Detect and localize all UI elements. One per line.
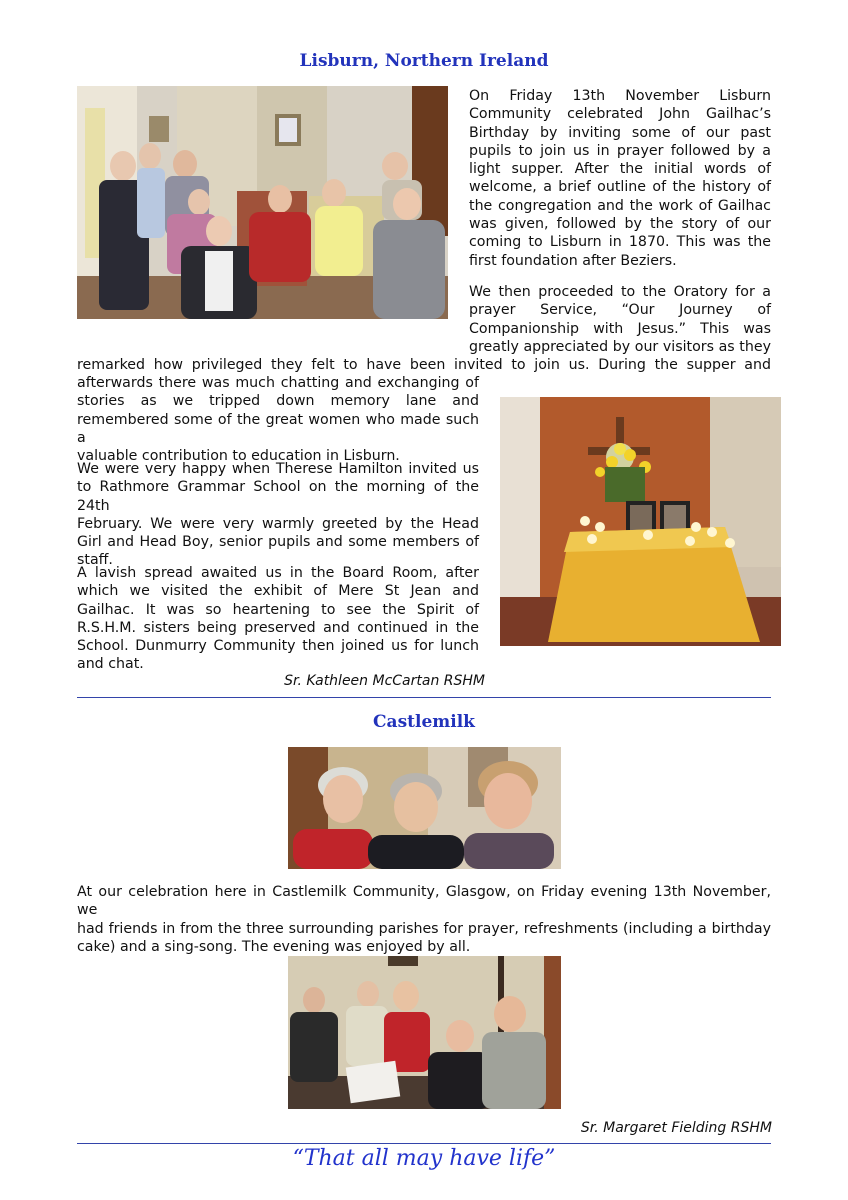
text-line: had friends in from the three surrounding parishes for prayer, refreshments (including a birthday	[77, 920, 771, 937]
text-line: A lavish spread awaited us in the Board Room, after	[77, 565, 479, 581]
text-line: stories as we tripped down memory lane and	[77, 393, 479, 410]
castlemilk-paragraph	[77, 883, 771, 956]
text-line: On Friday 13th November Lisburn	[469, 88, 771, 104]
text-line: first foundation after Beziers.	[469, 252, 677, 269]
text-line: pupils to join us in prayer followed by a	[469, 142, 771, 159]
lisburn-paragraph-2	[469, 283, 771, 356]
text-line: remembered some of the great women who made such a	[77, 411, 479, 446]
text-line: Companionship with Jesus.” This was	[469, 320, 771, 337]
photo-oratory-altar	[500, 397, 781, 646]
lisburn-paragraph-4	[77, 564, 479, 674]
text-line: At our celebration here in Castlemilk Community, Glasgow, on Friday evening 13th November, we	[77, 884, 771, 919]
footer-motto: “That all may have life”	[292, 1146, 556, 1171]
lisburn-paragraph-3	[77, 460, 479, 570]
text-line: valuable contribution to education in Lisburn.	[77, 448, 400, 465]
text-line: prayer Service, “Our Journey of	[469, 302, 771, 319]
text-line: greatly appreciated by our visitors as they	[469, 338, 771, 355]
text-line: R.S.H.M. sisters being preserved and continued in the	[77, 619, 479, 636]
text-line: We were very happy when Therese Hamilton invited us	[77, 461, 479, 477]
text-line: and chat.	[77, 656, 144, 673]
section-title-lisburn: Lisburn, Northern Ireland	[299, 51, 549, 71]
text-line: coming to Lisburn in 1870. This was the	[469, 234, 771, 251]
text-line: light supper. After the initial words of	[469, 161, 771, 178]
text-line: Community celebrated John Gailhac’s	[469, 106, 771, 123]
text-line: cake) and a sing-song. The evening was enjoyed by all.	[77, 938, 471, 955]
section-divider	[77, 697, 771, 698]
text-line: We then proceeded to the Oratory for a	[469, 284, 771, 300]
text-line: February. We were very warmly greeted by the Head	[77, 515, 479, 532]
text-line: staff.	[77, 552, 113, 569]
photo-lisburn-group	[77, 86, 448, 319]
photo-castlemilk-three-women	[288, 747, 561, 869]
text-line: to Rathmore Grammar School on the morning of the 24th	[77, 479, 479, 514]
text-line: Girl and Head Boy, senior pupils and some members of	[77, 534, 479, 551]
lisburn-paragraph-1	[469, 87, 771, 270]
lisburn-paragraph-2-continued	[77, 374, 479, 465]
footer-divider	[77, 1143, 771, 1144]
signature-kathleen-mccartan: Sr. Kathleen McCartan RSHM	[284, 673, 485, 689]
text-line: School. Dunmurry Community then joined us for lunch	[77, 638, 479, 655]
photo-castlemilk-sing-song	[288, 956, 561, 1109]
text-line: welcome, a brief outline of the history of	[469, 179, 771, 196]
text-line: Birthday by inviting some of our past	[469, 124, 771, 141]
text-line: which we visited the exhibit of Mere St Jean and	[77, 583, 479, 600]
text-line: Gailhac. It was so heartening to see the Spirit of	[77, 601, 479, 618]
text-line: was given, followed by the story of our	[469, 216, 771, 233]
section-title-castlemilk: Castlemilk	[373, 712, 475, 732]
text-line: the congregation and the work of Gailhac	[469, 197, 771, 214]
signature-margaret-fielding: Sr. Margaret Fielding RSHM	[580, 1120, 772, 1136]
text-line: afterwards there was much chatting and exchanging of	[77, 375, 479, 391]
lisburn-paragraph-2-full-line: remarked how privileged they felt to have been invited to join us. During the supper and	[77, 357, 771, 373]
